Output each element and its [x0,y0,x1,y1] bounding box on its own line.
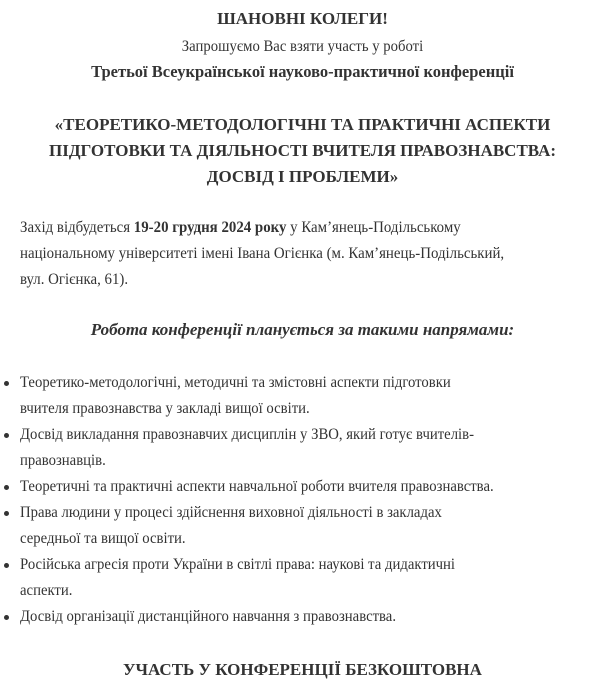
bullet-icon [4,615,9,620]
bullet-icon [4,485,9,490]
topic-line: Права людини у процесі здійснення виховної діяльності в закладах [20,504,442,521]
topic-line: правознавців. [20,452,106,469]
topic-line: Досвід викладання правознавчих дисциплін у ЗВО, який готує вчителів- [20,426,474,443]
topics-list [0,370,605,630]
event-location-start: у Кам’янець-Подільському [286,219,461,236]
event-line: національному університеті імені Івана Огієнка (м. Кам’янець-Подільський, [20,245,505,262]
greeting-heading: ШАНОВНІ КОЛЕГИ! [217,9,388,28]
topic-line: вчителя правознавства у закладі вищої освіти. [20,400,310,417]
event-date: 19-20 грудня 2024 року [133,219,287,236]
bullet-icon [4,563,9,568]
conference-name: Третьої Всеукраїнської науково-практичної конференції [91,62,514,81]
list-item [0,422,605,474]
free-participation-note: УЧАСТЬ У КОНФЕРЕНЦІЇ БЕЗКОШТОВНА [123,660,482,679]
list-item [0,370,605,422]
list-item [0,604,605,630]
conference-title-line: «ТЕОРЕТИКО-МЕТОДОЛОГІЧНІ ТА ПРАКТИЧНІ АСПЕКТИ [54,115,551,134]
conference-title [0,112,605,190]
directions-heading: Робота конференції планується за такими напрямами: [90,320,515,339]
list-item [0,500,605,552]
event-prefix: Захід відбудеться [20,219,134,236]
event-line [20,215,569,241]
topic-line: Теоретичні та практичні аспекти навчальної роботи вчителя правознавства. [20,478,494,495]
bullet-icon [4,381,9,386]
bullet-icon [4,511,9,516]
event-details [20,215,605,293]
topic-line: Досвід організації дистанційного навчання з правознавства. [20,608,397,625]
topic-line: Російська агресія проти України в світлі права: наукові та дидактичні [20,556,456,573]
conference-title-line: ПІДГОТОВКИ ТА ДІЯЛЬНОСТІ ВЧИТЕЛЯ ПРАВОЗНАВСТВА: [48,141,557,160]
conference-title-line: ДОСВІД І ПРОБЛЕМИ» [206,167,399,186]
bullet-icon [4,433,9,438]
topic-line: Теоретико-методологічні, методичні та змістовні аспекти підготовки [20,374,451,391]
invitation-text: Запрошуємо Вас взяти участь у роботі [181,38,424,55]
topic-line: аспекти. [20,582,73,599]
list-item [0,474,605,500]
topic-line: середньої та вищої освіти. [20,530,186,547]
list-item [0,552,605,604]
event-line: вул. Огієнка, 61). [20,271,129,288]
